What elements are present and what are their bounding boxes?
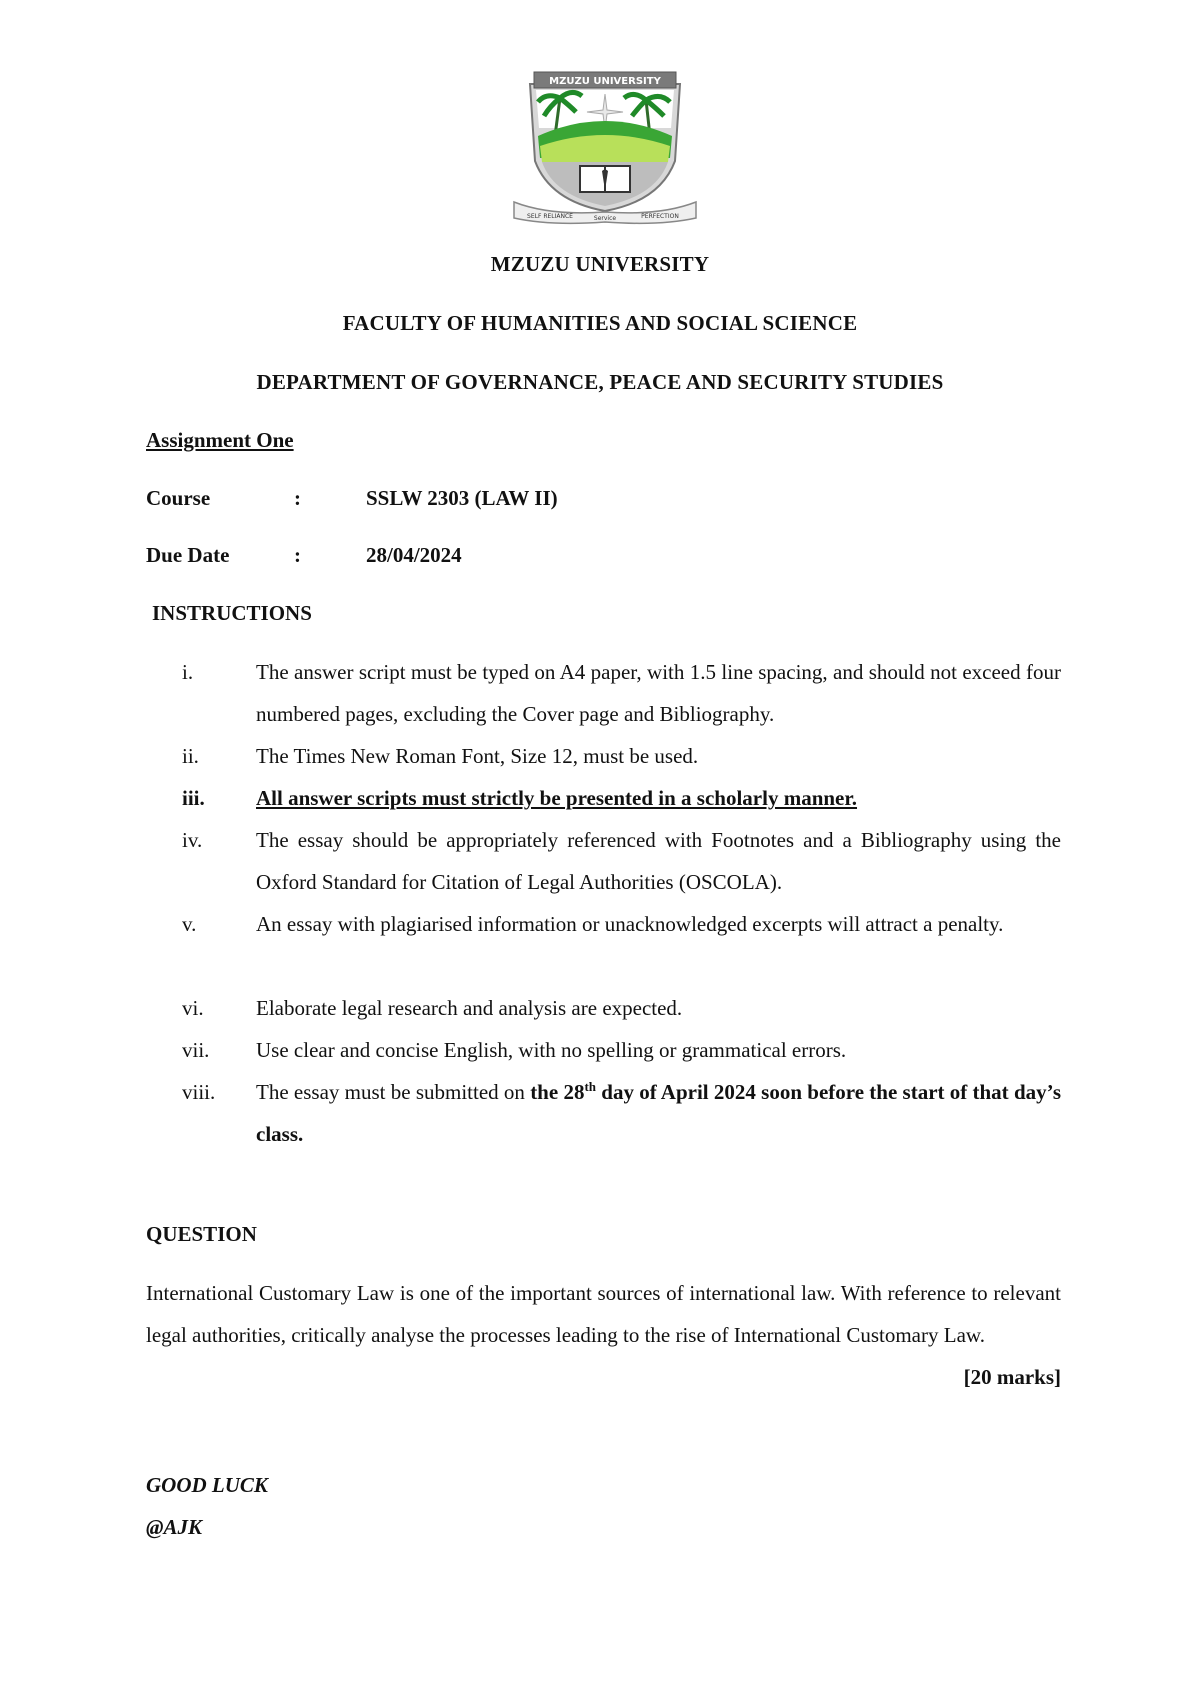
instruction-number: ii.	[182, 744, 199, 768]
submission-date-rest: day of April 2024 soon before the start of that day’s class.	[256, 1080, 1062, 1146]
good-luck-text: GOOD LUCK	[146, 1473, 268, 1497]
instruction-item: The answer script must be typed on A4 paper, with 1.5 line spacing, and should not exceed four numbered pages, excluding the Cover page and Bibliography.	[256, 660, 1061, 726]
crest-motto-center: Service	[593, 215, 617, 222]
author-signature: @AJK	[146, 1515, 202, 1539]
instruction-item: The Times New Roman Font, Size 12, must be used.	[256, 744, 699, 768]
instruction-number: vii.	[182, 1038, 210, 1062]
submission-date-day: the 28	[530, 1080, 585, 1104]
instruction-item: Elaborate legal research and analysis are expected.	[256, 996, 683, 1020]
university-crest-logo	[510, 66, 700, 226]
instruction-number: vi.	[182, 996, 204, 1020]
question-text: International Customary Law is one of the important sources of international law. With reference to relevant legal authorities, critically analyse the processes leading to the rise of International Customary Law.	[146, 1281, 1061, 1347]
submission-text-plain: The essay must be submitted on	[256, 1080, 531, 1104]
due-date-value: 28/04/2024	[366, 543, 462, 567]
instruction-number: viii.	[182, 1080, 216, 1104]
assignment-title: Assignment One	[146, 428, 294, 452]
instruction-item: Use clear and concise English, with no spelling or grammatical errors.	[256, 1038, 847, 1062]
instruction-number: iv.	[182, 828, 203, 852]
instruction-item: An essay with plagiarised information or unacknowledged excerpts will attract a penalty.	[256, 912, 1004, 936]
due-date-separator: :	[294, 543, 301, 567]
instruction-item-emphasis: All answer scripts must strictly be presented in a scholarly manner.	[256, 786, 858, 810]
course-separator: :	[294, 486, 301, 510]
due-date-label: Due Date	[146, 543, 230, 567]
crest-motto-left: SELF RELIANCE	[527, 213, 573, 220]
instruction-number: iii.	[182, 786, 205, 810]
instruction-item: The essay should be appropriately referenced with Footnotes and a Bibliography using the Oxford Standard for Citation of Legal Authorities (OSCOLA).	[256, 828, 1061, 894]
instructions-heading: INSTRUCTIONS	[152, 601, 312, 625]
question-body	[146, 1272, 1061, 1398]
course-value: SSLW 2303 (LAW II)	[366, 486, 558, 510]
instruction-number: v.	[182, 912, 197, 936]
course-label: Course	[146, 486, 211, 510]
crest-banner-text: MZUZU UNIVERSITY	[549, 76, 661, 87]
instruction-item-submission	[256, 1071, 1061, 1155]
crest-motto-right: PERFECTION	[641, 213, 679, 220]
question-marks: [20 marks]	[963, 1365, 1061, 1389]
university-name: MZUZU UNIVERSITY	[490, 252, 710, 276]
question-heading: QUESTION	[146, 1222, 257, 1246]
faculty-name: FACULTY OF HUMANITIES AND SOCIAL SCIENCE	[342, 311, 858, 335]
ordinal-suffix: th	[584, 1079, 597, 1094]
book-icon	[580, 166, 630, 192]
department-name: DEPARTMENT OF GOVERNANCE, PEACE AND SECURITY STUDIES	[256, 370, 944, 394]
instruction-number: i.	[182, 660, 194, 684]
